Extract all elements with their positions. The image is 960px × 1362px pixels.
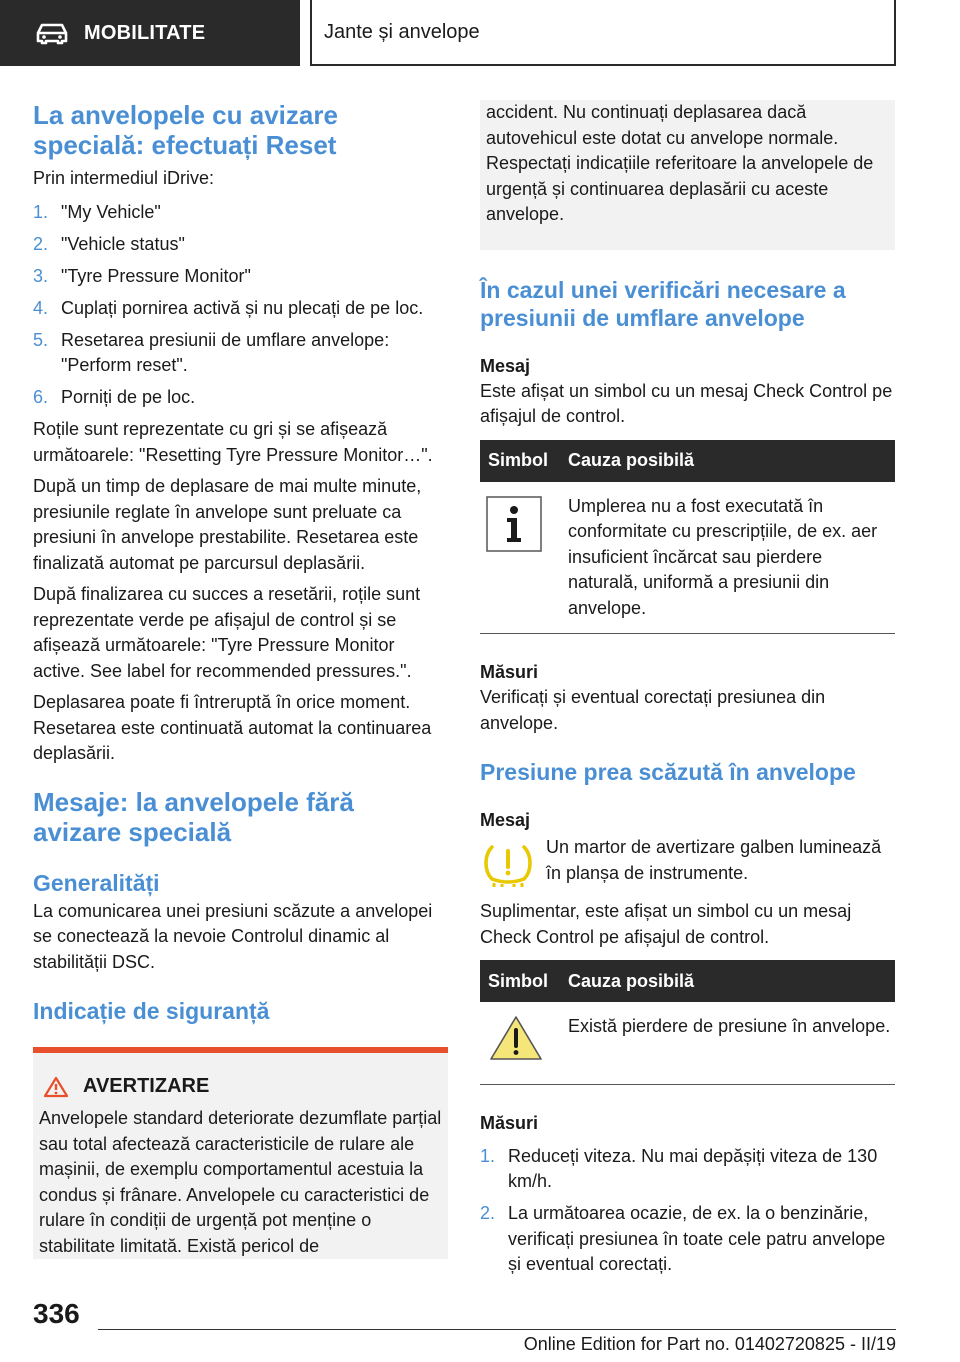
warning-text: Anvelopele standard deteriorate dezumflate parțial sau total afectează caracteristicile de rulare ale mașinii, de exemplu comportamentul acestuia la condus și frânare. Anvelopele cu caracteristici de rulare în condiții de urgență pot menține o stabilitate limitată. Există pericol de (39, 1108, 442, 1256)
table-row (480, 482, 895, 634)
heading-generalitati: Generalități (33, 869, 160, 896)
table-cell: Umplerea nu a fost executată în conformitate cu prescripțiile, de ex. aer insuficient încărcat sau pierdere naturală, uniformă a presiunii din anvelope. (568, 495, 878, 618)
list-item: 2. "Vehicle status" (33, 233, 185, 254)
paragraph: Deplasarea poate fi întreruptă în orice moment. Resetarea este continuată automat la continuarea deplasării. (33, 692, 432, 763)
warning-text-cont: accident. Nu continuați deplasarea dacă autovehicul este dotat cu anvelope normale. Respectați indicațiile referitoare la anvelopele de urgență și continuarea deplasării cu aceste anvelope. (486, 102, 874, 224)
subheading-mesaj: Mesaj (480, 810, 531, 830)
right-column (480, 100, 895, 1284)
paragraph: După finalizarea cu succes a resetării, roțile sunt reprezentate verde pe afișajul de control și se afișează următoarele: "Tyre Pressure Monitor active. See label for recommended pressures.". (33, 584, 421, 681)
list-item: 1. "My Vehicle" (33, 201, 161, 222)
info-icon (486, 496, 542, 552)
car-icon (34, 21, 70, 45)
heading-reset: La anvelopele cu avizare specială: efectuați Reset (33, 100, 338, 160)
list-item: 3. "Tyre Pressure Monitor" (33, 265, 251, 286)
reset-steps (33, 200, 448, 411)
heading-presiune: Presiune prea scăzută în anvelope (480, 759, 856, 785)
tyre-pressure-warning-icon (480, 841, 536, 889)
paragraph: Suplimentar, este afișat un simbol cu un mesaj Check Control pe afișajul de control. (480, 901, 852, 947)
warning-title: AVERTIZARE (83, 1075, 210, 1097)
paragraph: După un timp de deplasare de mai multe minute, presiunile reglate în anvelope sunt preluate ca presiuni în anvelope prestabilite. Resetarea este finalizată automat pe parcursul deplasării. (33, 476, 422, 573)
paragraph: Un martor de avertizare galben luminează în planșa de instrumente. (546, 837, 882, 883)
list-item: 5. Resetarea presiunii de umflare anvelope: "Perform reset". (33, 329, 390, 375)
paragraph: Verificați și eventual corectați presiunea din anvelope. (480, 687, 826, 733)
warning-continuation (480, 100, 895, 250)
chapter-title: Jante și anvelope (324, 20, 480, 43)
symbol-table-2 (480, 960, 895, 1085)
table-row (480, 1002, 895, 1084)
table-header: Simbol (480, 960, 560, 1002)
heading-verificare: În cazul unei verificări necesare a presiunii de umflare anvelope (480, 276, 846, 331)
list-item: 2. La următoarea ocazie, de ex. la o benzinărie, verificați presiunea în toate cele patru anvelope și eventual corectați. (480, 1203, 886, 1274)
subheading-mesaj: Mesaj (480, 355, 531, 376)
footer-divider (98, 1329, 896, 1330)
page-number: 336 (33, 1298, 80, 1329)
paragraph: Roțile sunt reprezentate cu gri și se afișează următoarele: "Resetting Tyre Pressure Monitor…". (33, 419, 433, 465)
table-cell: Există pierdere de presiune în anvelope. (568, 1016, 891, 1036)
list-item: 4. Cuplați pornirea activă și nu plecați de pe loc. (33, 297, 424, 318)
warning-title-row (39, 1075, 442, 1098)
subheading-masuri: Măsuri (480, 1112, 539, 1133)
paragraph: La comunicarea unei presiuni scăzute a anvelopei se conectează la nevoie Controlul dinamic al stabilității DSC. (33, 900, 433, 972)
heading-indicatie: Indicație de siguranță (33, 998, 270, 1024)
warning-light-row (480, 835, 895, 889)
measures-steps (480, 1144, 895, 1278)
warning-triangle-icon (43, 1076, 69, 1098)
list-item: 1. Reduceți viteza. Nu mai depășiți viteza de 130 km/h. (480, 1145, 878, 1191)
heading-mesaje: Mesaje: la anvelopele fără avizare specială (33, 786, 354, 847)
section-title: MOBILITATE (84, 21, 206, 44)
table-header: Cauza posibilă (560, 960, 895, 1002)
left-column (33, 100, 448, 1259)
table-header: Simbol (480, 440, 560, 482)
edition-text: Online Edition for Part no. 01402720825 - II/19 (523, 1334, 896, 1354)
paragraph: Este afișat un simbol cu un mesaj Check Control pe afișajul de control. (480, 380, 893, 426)
symbol-table-1 (480, 440, 895, 635)
list-item: 6. Porniți de pe loc. (33, 387, 196, 407)
table-header: Cauza posibilă (560, 440, 895, 482)
warning-box (33, 1047, 448, 1259)
section-header (0, 0, 300, 66)
subheading-masuri: Măsuri (480, 662, 539, 682)
reset-intro: Prin intermediul iDrive: (33, 168, 215, 188)
warning-triangle-icon (488, 1014, 544, 1062)
chapter-header (310, 0, 896, 66)
